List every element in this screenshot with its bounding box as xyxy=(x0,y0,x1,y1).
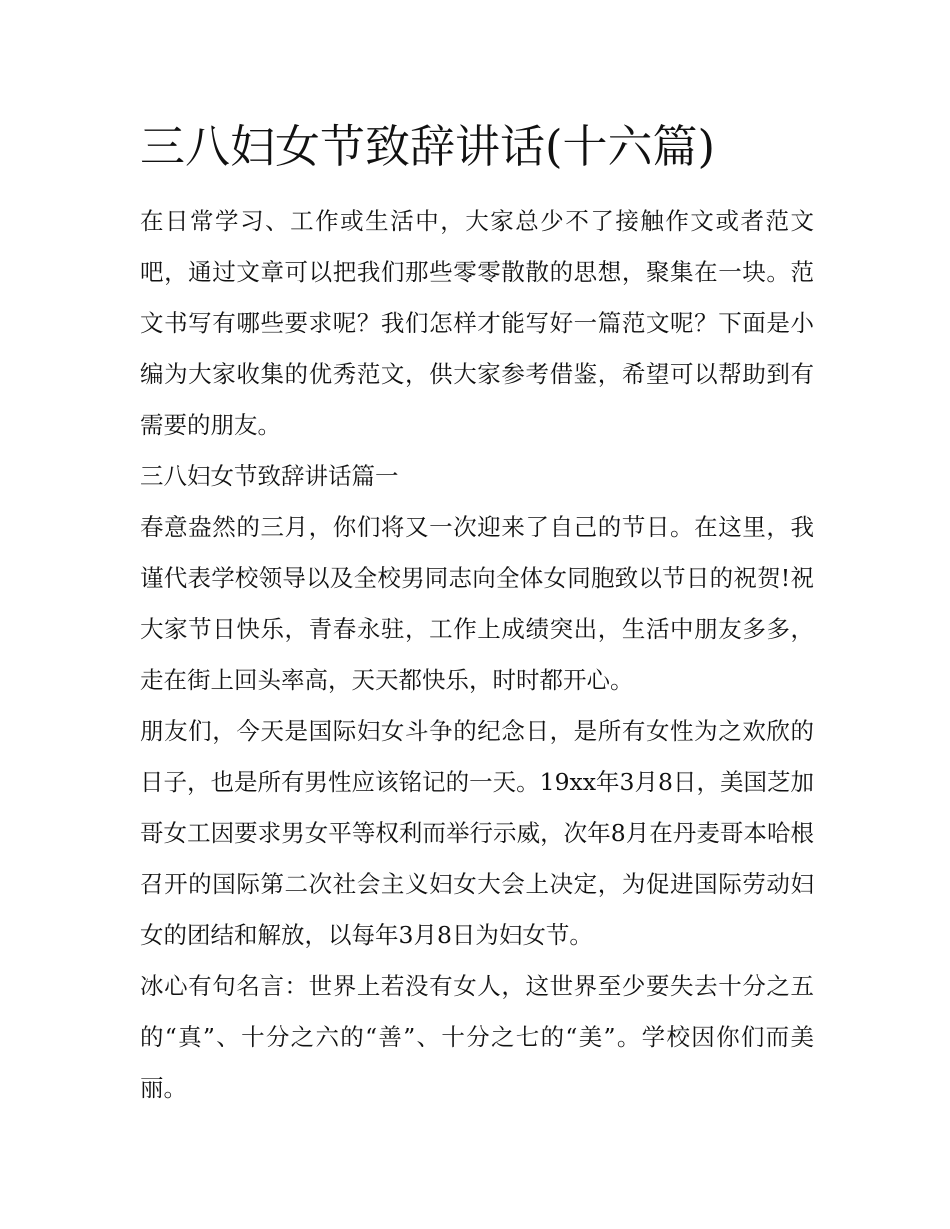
body-paragraph: 春意盎然的三月，你们将又一次迎来了自己的节日。在这里，我谨代表学校领导以及全校男同志向全体女同胞致以节日的祝贺!祝大家节日快乐，青春永驻，工作上成绩突出，生活中朋友多多，走在街上回头率高，天天都快乐，时时都开心。 xyxy=(140,513,814,694)
body-paragraph: 冰心有句名言：世界上若没有女人，这世界至少要失去十分之五的“真”、十分之六的“善”、十分之七的“美”。学校因你们而美丽。 xyxy=(140,972,814,1102)
document-title: 三八妇女节致辞讲话(十六篇) xyxy=(140,120,716,173)
document-body xyxy=(140,196,814,1114)
body-paragraph: 朋友们，今天是国际妇女斗争的纪念日，是所有女性为之欢欣的日子，也是所有男性应该铭记的一天。19xx年3月8日，美国芝加哥女工因要求男女平等权利而举行示威，次年8月在丹麦哥本哈根召开的国际第二次社会主义妇女大会上决定，为促进国际劳动妇女的团结和解放，以每年3月8日为妇女节。 xyxy=(140,717,814,949)
section-heading: 三八妇女节致辞讲话篇一 xyxy=(140,462,399,490)
intro-paragraph: 在日常学习、工作或生活中，大家总少不了接触作文或者范文吧，通过文章可以把我们那些零零散散的思想，聚集在一块。范文书写有哪些要求呢？我们怎样才能写好一篇范文呢？下面是小编为大家收集的优秀范文，供大家参考借鉴，希望可以帮助到有需要的朋友。 xyxy=(140,207,814,439)
